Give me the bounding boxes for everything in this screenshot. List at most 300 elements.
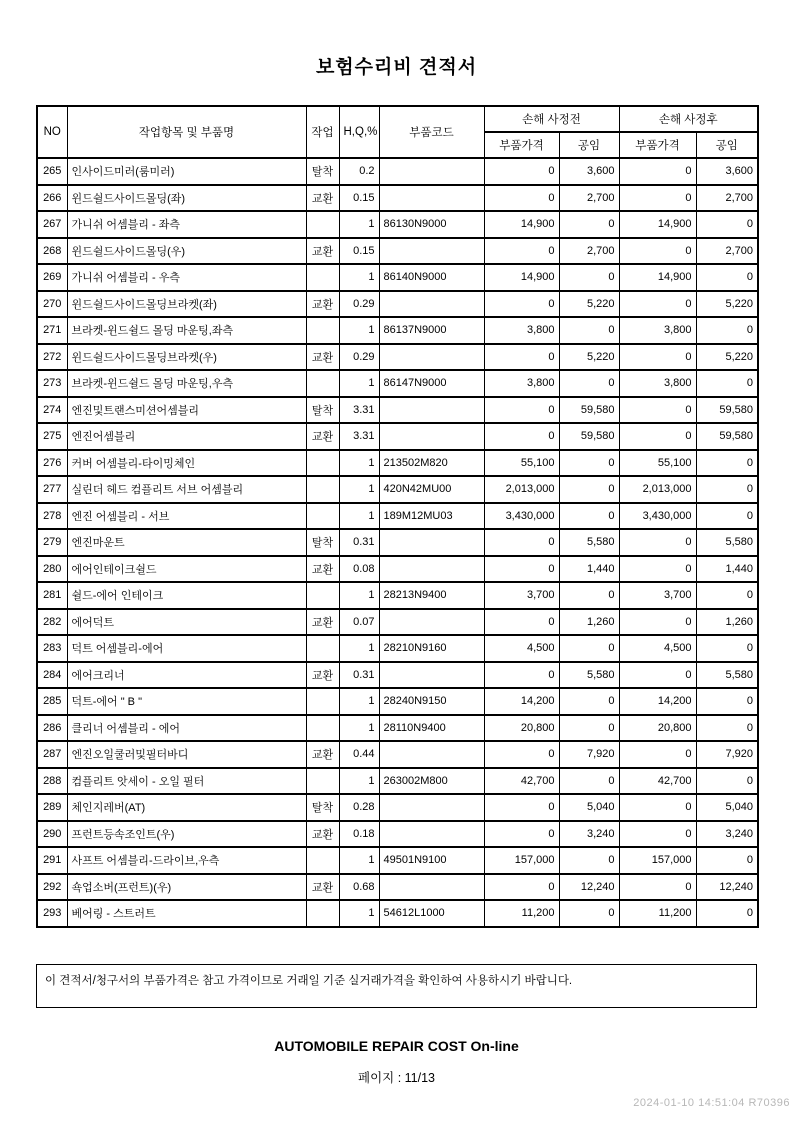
cell-hq: 1 <box>339 211 379 238</box>
cell-no: 279 <box>37 529 67 556</box>
cell-work: 교환 <box>306 238 339 265</box>
cell-hq: 0.15 <box>339 238 379 265</box>
cell-post-labor: 5,040 <box>696 794 758 821</box>
cell-pre-part: 0 <box>484 794 559 821</box>
cell-pre-labor: 2,700 <box>559 185 619 212</box>
cell-hq: 0.18 <box>339 821 379 848</box>
cell-pre-part: 0 <box>484 158 559 185</box>
cell-no: 289 <box>37 794 67 821</box>
header-code: 부품코드 <box>379 106 484 158</box>
cell-post-part: 0 <box>619 158 696 185</box>
table-row <box>37 688 758 715</box>
cell-code: 263002M800 <box>379 768 484 795</box>
cell-no: 282 <box>37 609 67 636</box>
cell-name: 윈드쉴드사이드몰딩(좌) <box>67 185 306 212</box>
cell-no: 270 <box>37 291 67 318</box>
cell-pre-labor: 0 <box>559 264 619 291</box>
cell-pre-part: 0 <box>484 874 559 901</box>
notice-text: 이 견적서/청구서의 부품가격은 참고 가격이므로 거래일 기준 실거래가격을 확인하여 사용하시기 바랍니다. <box>45 975 573 987</box>
cell-post-part: 0 <box>619 397 696 424</box>
table-row <box>37 715 758 742</box>
cell-post-labor: 0 <box>696 370 758 397</box>
cell-hq: 1 <box>339 768 379 795</box>
header-item: 작업항목 및 부품명 <box>67 106 306 158</box>
cell-pre-labor: 7,920 <box>559 741 619 768</box>
cell-pre-part: 11,200 <box>484 900 559 927</box>
estimate-table <box>36 105 759 928</box>
cell-name: 사프트 어셈블리-드라이브,우측 <box>67 847 306 874</box>
cell-name: 에어크리너 <box>67 662 306 689</box>
table-row <box>37 900 758 927</box>
cell-post-part: 0 <box>619 185 696 212</box>
cell-post-labor: 12,240 <box>696 874 758 901</box>
cell-code <box>379 397 484 424</box>
cell-pre-part: 0 <box>484 423 559 450</box>
cell-code <box>379 874 484 901</box>
cell-code: 49501N9100 <box>379 847 484 874</box>
cell-post-part: 0 <box>619 821 696 848</box>
cell-name: 윈드쉴드사이드몰딩브라켓(좌) <box>67 291 306 318</box>
cell-pre-labor: 0 <box>559 582 619 609</box>
cell-post-labor: 0 <box>696 317 758 344</box>
timestamp: 2024-01-10 14:51:04 R70396 <box>633 1097 790 1109</box>
header-pre-part-price: 부품가격 <box>484 132 559 158</box>
cell-code <box>379 158 484 185</box>
cell-code: 28213N9400 <box>379 582 484 609</box>
cell-pre-part: 14,200 <box>484 688 559 715</box>
cell-hq: 1 <box>339 317 379 344</box>
cell-pre-labor: 0 <box>559 715 619 742</box>
cell-post-labor: 3,600 <box>696 158 758 185</box>
cell-pre-part: 0 <box>484 397 559 424</box>
header-hq: H,Q,% <box>339 106 379 158</box>
cell-post-part: 0 <box>619 741 696 768</box>
cell-post-labor: 5,580 <box>696 662 758 689</box>
cell-name: 엔진오일쿨러및필터바디 <box>67 741 306 768</box>
cell-post-labor: 2,700 <box>696 238 758 265</box>
cell-post-labor: 0 <box>696 476 758 503</box>
cell-hq: 1 <box>339 635 379 662</box>
table-row <box>37 423 758 450</box>
cell-pre-part: 0 <box>484 609 559 636</box>
page-title: 보험수리비 견적서 <box>315 57 478 78</box>
table-row <box>37 185 758 212</box>
cell-code <box>379 238 484 265</box>
table-row <box>37 291 758 318</box>
cell-post-part: 0 <box>619 529 696 556</box>
table-row <box>37 662 758 689</box>
cell-hq: 0.31 <box>339 529 379 556</box>
cell-no: 288 <box>37 768 67 795</box>
cell-work: 교환 <box>306 185 339 212</box>
table-row <box>37 847 758 874</box>
cell-hq: 0.15 <box>339 185 379 212</box>
cell-post-labor: 0 <box>696 211 758 238</box>
cell-name: 브라켓-윈드쉴드 몰딩 마운팅,좌측 <box>67 317 306 344</box>
notice-box <box>36 964 757 1008</box>
cell-pre-labor: 5,580 <box>559 662 619 689</box>
cell-code: 28210N9160 <box>379 635 484 662</box>
cell-pre-part: 14,900 <box>484 264 559 291</box>
cell-work <box>306 582 339 609</box>
cell-no: 268 <box>37 238 67 265</box>
table-row <box>37 556 758 583</box>
cell-work: 교환 <box>306 741 339 768</box>
cell-code <box>379 741 484 768</box>
cell-no: 271 <box>37 317 67 344</box>
cell-pre-part: 3,700 <box>484 582 559 609</box>
cell-hq: 1 <box>339 688 379 715</box>
cell-name: 엔진마운트 <box>67 529 306 556</box>
cell-name: 엔진어셈블리 <box>67 423 306 450</box>
cell-work: 교환 <box>306 344 339 371</box>
table-row <box>37 582 758 609</box>
cell-post-labor: 0 <box>696 450 758 477</box>
cell-no: 266 <box>37 185 67 212</box>
cell-hq: 1 <box>339 503 379 530</box>
cell-post-part: 0 <box>619 609 696 636</box>
cell-pre-labor: 0 <box>559 688 619 715</box>
cell-no: 287 <box>37 741 67 768</box>
cell-pre-labor: 59,580 <box>559 423 619 450</box>
table-row <box>37 874 758 901</box>
cell-pre-labor: 2,700 <box>559 238 619 265</box>
cell-pre-labor: 1,260 <box>559 609 619 636</box>
cell-name: 프런트등속조인트(우) <box>67 821 306 848</box>
cell-no: 275 <box>37 423 67 450</box>
table-row <box>37 450 758 477</box>
header-work: 작업 <box>306 106 339 158</box>
cell-pre-part: 3,430,000 <box>484 503 559 530</box>
table-row <box>37 344 758 371</box>
cell-pre-labor: 0 <box>559 450 619 477</box>
cell-hq: 1 <box>339 370 379 397</box>
cell-code: 86130N9000 <box>379 211 484 238</box>
cell-no: 274 <box>37 397 67 424</box>
cell-no: 292 <box>37 874 67 901</box>
cell-name: 엔진및트랜스미션어셈블리 <box>67 397 306 424</box>
cell-work <box>306 503 339 530</box>
cell-name: 체인지레버(AT) <box>67 794 306 821</box>
cell-pre-labor: 0 <box>559 768 619 795</box>
cell-pre-labor: 3,240 <box>559 821 619 848</box>
cell-pre-labor: 59,580 <box>559 397 619 424</box>
cell-pre-part: 3,800 <box>484 370 559 397</box>
cell-hq: 0.2 <box>339 158 379 185</box>
cell-post-part: 3,430,000 <box>619 503 696 530</box>
page-number: 페이지 : 11/13 <box>358 1071 435 1085</box>
cell-no: 276 <box>37 450 67 477</box>
cell-post-part: 42,700 <box>619 768 696 795</box>
cell-pre-labor: 0 <box>559 317 619 344</box>
cell-work <box>306 211 339 238</box>
cell-pre-part: 4,500 <box>484 635 559 662</box>
table-row <box>37 238 758 265</box>
cell-name: 클리너 어셈블리 - 에어 <box>67 715 306 742</box>
table-row <box>37 476 758 503</box>
cell-hq: 1 <box>339 476 379 503</box>
cell-code: 28110N9400 <box>379 715 484 742</box>
cell-post-part: 0 <box>619 423 696 450</box>
cell-name: 컴플리트 앗세이 - 오일 필터 <box>67 768 306 795</box>
cell-work <box>306 450 339 477</box>
cell-name: 쇽업소버(프런트)(우) <box>67 874 306 901</box>
cell-no: 285 <box>37 688 67 715</box>
cell-name: 에어인테이크쉴드 <box>67 556 306 583</box>
cell-no: 267 <box>37 211 67 238</box>
cell-code <box>379 794 484 821</box>
cell-hq: 0.08 <box>339 556 379 583</box>
cell-code <box>379 185 484 212</box>
table-row <box>37 741 758 768</box>
cell-post-part: 0 <box>619 794 696 821</box>
cell-post-part: 14,200 <box>619 688 696 715</box>
cell-code: 189M12MU03 <box>379 503 484 530</box>
estimate-table-body <box>37 158 758 927</box>
header-row-top <box>37 106 758 132</box>
cell-post-part: 4,500 <box>619 635 696 662</box>
cell-name: 가니쉬 어셈블리 - 좌측 <box>67 211 306 238</box>
cell-post-labor: 0 <box>696 503 758 530</box>
cell-pre-part: 0 <box>484 662 559 689</box>
cell-pre-labor: 0 <box>559 503 619 530</box>
table-row <box>37 609 758 636</box>
cell-post-part: 14,900 <box>619 264 696 291</box>
cell-hq: 1 <box>339 264 379 291</box>
cell-pre-part: 42,700 <box>484 768 559 795</box>
cell-pre-part: 20,800 <box>484 715 559 742</box>
table-row <box>37 370 758 397</box>
cell-name: 에어덕트 <box>67 609 306 636</box>
cell-pre-labor: 0 <box>559 476 619 503</box>
cell-hq: 0.29 <box>339 344 379 371</box>
cell-code <box>379 291 484 318</box>
cell-post-labor: 7,920 <box>696 741 758 768</box>
cell-post-part: 0 <box>619 238 696 265</box>
header-pre-labor: 공임 <box>559 132 619 158</box>
cell-post-labor: 0 <box>696 688 758 715</box>
cell-no: 290 <box>37 821 67 848</box>
table-row <box>37 503 758 530</box>
cell-post-labor: 5,580 <box>696 529 758 556</box>
cell-name: 윈드쉴드사이드몰딩브라켓(우) <box>67 344 306 371</box>
header-no: NO <box>37 106 67 158</box>
cell-no: 286 <box>37 715 67 742</box>
footer-brand: AUTOMOBILE REPAIR COST On-line <box>274 1038 519 1054</box>
cell-no: 291 <box>37 847 67 874</box>
cell-pre-part: 0 <box>484 291 559 318</box>
cell-post-labor: 0 <box>696 900 758 927</box>
cell-post-labor: 1,440 <box>696 556 758 583</box>
table-row <box>37 821 758 848</box>
cell-no: 278 <box>37 503 67 530</box>
cell-no: 283 <box>37 635 67 662</box>
table-row <box>37 768 758 795</box>
cell-name: 쉴드-에어 인테이크 <box>67 582 306 609</box>
cell-post-labor: 5,220 <box>696 344 758 371</box>
header-post-labor: 공임 <box>696 132 758 158</box>
cell-post-part: 3,700 <box>619 582 696 609</box>
cell-work <box>306 370 339 397</box>
cell-no: 265 <box>37 158 67 185</box>
cell-pre-labor: 0 <box>559 847 619 874</box>
cell-no: 280 <box>37 556 67 583</box>
table-row <box>37 211 758 238</box>
cell-pre-labor: 5,040 <box>559 794 619 821</box>
cell-pre-part: 157,000 <box>484 847 559 874</box>
header-pre-assessment-group: 손해 사정전 <box>484 106 619 132</box>
cell-hq: 0.29 <box>339 291 379 318</box>
cell-code: 86140N9000 <box>379 264 484 291</box>
cell-work <box>306 635 339 662</box>
cell-pre-labor: 0 <box>559 370 619 397</box>
cell-work: 탈착 <box>306 794 339 821</box>
cell-post-part: 0 <box>619 556 696 583</box>
cell-work <box>306 900 339 927</box>
cell-post-part: 0 <box>619 344 696 371</box>
cell-pre-part: 2,013,000 <box>484 476 559 503</box>
cell-pre-part: 3,800 <box>484 317 559 344</box>
cell-name: 인사이드미러(룸미러) <box>67 158 306 185</box>
cell-name: 베어링 - 스트러트 <box>67 900 306 927</box>
cell-no: 284 <box>37 662 67 689</box>
cell-hq: 1 <box>339 900 379 927</box>
cell-post-labor: 0 <box>696 264 758 291</box>
cell-code <box>379 344 484 371</box>
cell-post-labor: 0 <box>696 715 758 742</box>
cell-post-labor: 0 <box>696 847 758 874</box>
table-row <box>37 158 758 185</box>
table-row <box>37 397 758 424</box>
cell-hq: 1 <box>339 582 379 609</box>
cell-hq: 0.07 <box>339 609 379 636</box>
cell-work: 교환 <box>306 556 339 583</box>
cell-code <box>379 423 484 450</box>
cell-code: 86147N9000 <box>379 370 484 397</box>
cell-work <box>306 688 339 715</box>
cell-code: 28240N9150 <box>379 688 484 715</box>
table-row <box>37 317 758 344</box>
cell-work: 교환 <box>306 291 339 318</box>
cell-code: 213502M820 <box>379 450 484 477</box>
cell-post-labor: 0 <box>696 768 758 795</box>
header-post-assessment-group: 손해 사정후 <box>619 106 758 132</box>
cell-work <box>306 847 339 874</box>
cell-hq: 0.28 <box>339 794 379 821</box>
cell-no: 273 <box>37 370 67 397</box>
cell-hq: 3.31 <box>339 423 379 450</box>
cell-pre-labor: 1,440 <box>559 556 619 583</box>
cell-pre-part: 0 <box>484 238 559 265</box>
cell-pre-labor: 0 <box>559 900 619 927</box>
cell-name: 덕트-에어 " B " <box>67 688 306 715</box>
cell-pre-labor: 5,580 <box>559 529 619 556</box>
cell-work: 탈착 <box>306 529 339 556</box>
cell-post-labor: 3,240 <box>696 821 758 848</box>
cell-code: 54612L1000 <box>379 900 484 927</box>
cell-work: 교환 <box>306 609 339 636</box>
cell-pre-part: 55,100 <box>484 450 559 477</box>
cell-code <box>379 556 484 583</box>
cell-post-part: 11,200 <box>619 900 696 927</box>
cell-code <box>379 821 484 848</box>
cell-post-part: 0 <box>619 662 696 689</box>
cell-work: 교환 <box>306 423 339 450</box>
cell-hq: 0.68 <box>339 874 379 901</box>
cell-work: 교환 <box>306 874 339 901</box>
cell-post-part: 14,900 <box>619 211 696 238</box>
cell-code <box>379 609 484 636</box>
cell-work: 교환 <box>306 662 339 689</box>
cell-code <box>379 662 484 689</box>
cell-pre-part: 0 <box>484 821 559 848</box>
header-post-part-price: 부품가격 <box>619 132 696 158</box>
cell-no: 269 <box>37 264 67 291</box>
cell-hq: 0.44 <box>339 741 379 768</box>
cell-hq: 1 <box>339 715 379 742</box>
cell-work: 탈착 <box>306 158 339 185</box>
cell-post-part: 157,000 <box>619 847 696 874</box>
cell-hq: 3.31 <box>339 397 379 424</box>
cell-work: 탈착 <box>306 397 339 424</box>
cell-no: 281 <box>37 582 67 609</box>
cell-pre-part: 0 <box>484 185 559 212</box>
cell-post-labor: 1,260 <box>696 609 758 636</box>
cell-post-part: 3,800 <box>619 370 696 397</box>
cell-name: 덕트 어셈블리-에어 <box>67 635 306 662</box>
table-row <box>37 264 758 291</box>
cell-work <box>306 317 339 344</box>
cell-post-labor: 59,580 <box>696 397 758 424</box>
table-header <box>37 106 758 158</box>
cell-post-part: 0 <box>619 874 696 901</box>
cell-name: 엔진 어셈블리 - 서브 <box>67 503 306 530</box>
cell-post-part: 3,800 <box>619 317 696 344</box>
cell-pre-part: 0 <box>484 529 559 556</box>
cell-post-labor: 0 <box>696 635 758 662</box>
cell-pre-labor: 5,220 <box>559 291 619 318</box>
cell-work <box>306 715 339 742</box>
cell-pre-labor: 5,220 <box>559 344 619 371</box>
cell-code: 420N42MU00 <box>379 476 484 503</box>
cell-post-part: 0 <box>619 291 696 318</box>
cell-name: 가니쉬 어셈블리 - 우측 <box>67 264 306 291</box>
cell-no: 277 <box>37 476 67 503</box>
cell-name: 윈드쉴드사이드몰딩(우) <box>67 238 306 265</box>
table-row <box>37 635 758 662</box>
cell-hq: 0.31 <box>339 662 379 689</box>
cell-post-part: 55,100 <box>619 450 696 477</box>
cell-pre-labor: 0 <box>559 635 619 662</box>
cell-hq: 1 <box>339 847 379 874</box>
cell-pre-part: 0 <box>484 556 559 583</box>
cell-name: 브라켓-윈드쉴드 몰딩 마운팅,우측 <box>67 370 306 397</box>
cell-code: 86137N9000 <box>379 317 484 344</box>
cell-pre-labor: 3,600 <box>559 158 619 185</box>
cell-pre-part: 14,900 <box>484 211 559 238</box>
cell-name: 커버 어셈블리-타이밍체인 <box>67 450 306 477</box>
cell-pre-part: 0 <box>484 741 559 768</box>
cell-work <box>306 476 339 503</box>
cell-work <box>306 768 339 795</box>
cell-work <box>306 264 339 291</box>
cell-post-part: 20,800 <box>619 715 696 742</box>
table-row <box>37 794 758 821</box>
cell-pre-labor: 0 <box>559 211 619 238</box>
cell-code <box>379 529 484 556</box>
cell-no: 272 <box>37 344 67 371</box>
cell-post-part: 2,013,000 <box>619 476 696 503</box>
